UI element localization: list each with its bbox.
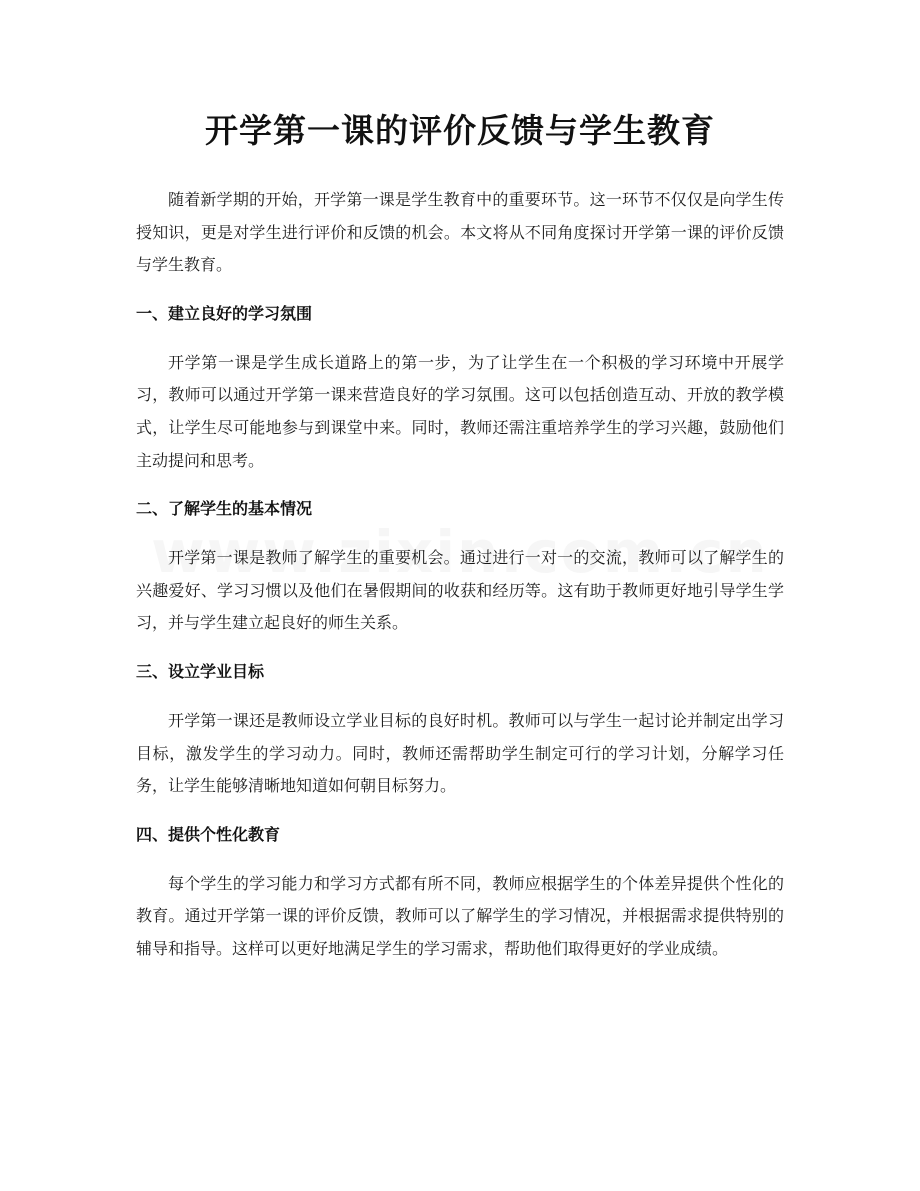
intro-paragraph: 随着新学期的开始，开学第一课是学生教育中的重要环节。这一环节不仅仅是向学生传授知识，更是对学生进行评价和反馈的机会。本文将从不同角度探讨开学第一课的评价反馈与学生教育。 (136, 190, 784, 275)
section-paragraph: 每个学生的学习能力和学习方式都有所不同，教师应根据学生的个体差异提供个性化的教育。通过开学第一课的评价反馈，教师可以了解学生的学习情况，并根据需求提供特别的辅导和指导。这样可以更好地满足学生的学习需求，帮助他们取得更好的学业成绩。 (136, 873, 784, 958)
document-body (136, 184, 784, 966)
section-1 (136, 298, 784, 493)
section-heading: 二、了解学生的基本情况 (136, 499, 313, 519)
section-paragraph: 开学第一课是学生成长道路上的第一步，为了让学生在一个积极的学习环境中开展学习，教师可以通过开学第一课来营造良好的学习氛围。这可以包括创造互动、开放的教学模式，让学生尽可能地参与到课堂中来。同时，教师还需注重培养学生的学习兴趣，鼓励他们主动提问和思考。 (136, 352, 784, 470)
section-heading: 一、建立良好的学习氛围 (136, 303, 313, 323)
section-paragraph: 开学第一课还是教师设立学业目标的良好时机。教师可以与学生一起讨论并制定出学习目标，激发学生的学习动力。同时，教师还需帮助学生制定可行的学习计划，分解学习任务，让学生能够清晰地知道如何朝目标努力。 (136, 710, 784, 796)
document-title: 开学第一课的评价反馈与学生教育 (205, 111, 715, 150)
section-paragraph: 开学第一课是教师了解学生的重要机会。通过进行一对一的交流，教师可以了解学生的兴趣爱好、学习习惯以及他们在暑假期间的收获和经历等。这有助于教师更好地引导学生学习，并与学生建立起良好的师生关系。 (136, 548, 784, 633)
section-heading: 三、设立学业目标 (136, 661, 265, 681)
section-2 (136, 493, 784, 656)
section-heading: 四、提供个性化教育 (136, 824, 281, 844)
section-4 (136, 819, 784, 966)
section-3 (136, 656, 784, 819)
